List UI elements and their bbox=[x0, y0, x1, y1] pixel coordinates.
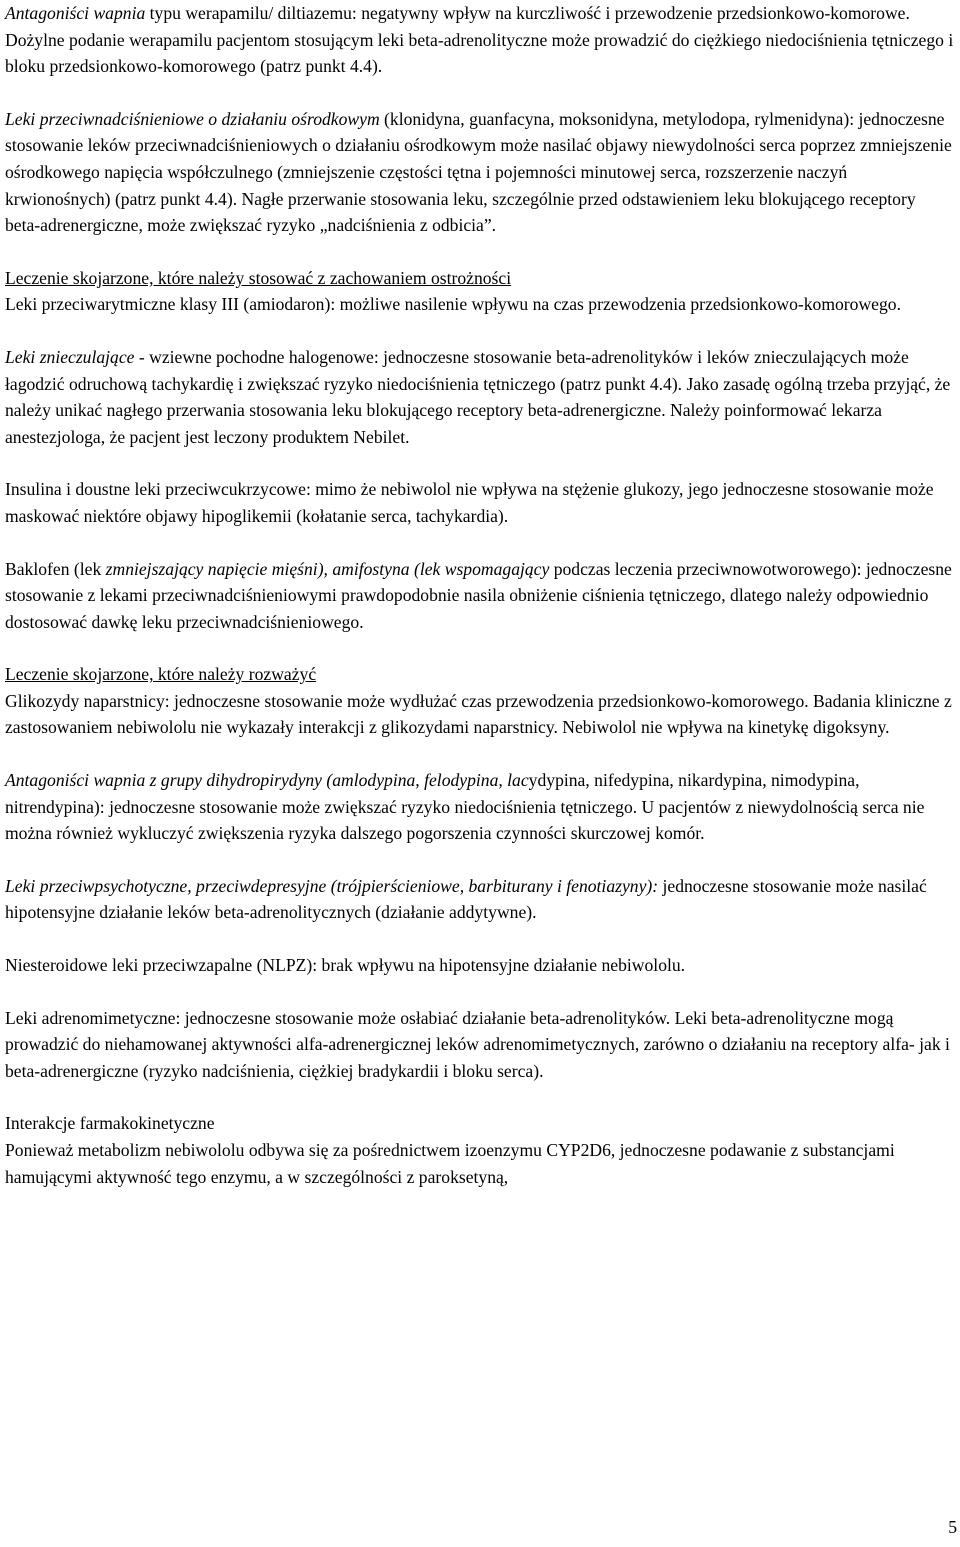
text-segment: zmniejszający napięcie mięśni), amifostyna (lek wspomagający bbox=[105, 558, 550, 579]
text-segment: typu werapamilu/ diltiazemu: negatywny wpływ na kurczliwość i przewodzenie przedsionkowo-komorowe. Dożylne podanie werapamilu pacjentom stosującym leki beta-adrenolityczne może prowadzić do ciężkiego niedociśnienia tętniczego i bloku przedsionkowo-komorowego (patrz punkt 4.4). bbox=[5, 3, 954, 77]
text-segment: Interakcje farmakokinetyczne bbox=[5, 1113, 215, 1134]
paragraph-p3 bbox=[5, 291, 955, 318]
paragraph-p11 bbox=[5, 1005, 955, 1085]
text-segment: - wziewne pochodne halogenowe: jednoczesne stosowanie beta-adrenolityków i leków znieczulających może łagodzić odruchową tachykardię i zwiększać ryzyko niedociśnienia tętniczego (patrz punkt 4.4). Jako zasadę ogólną trzeba przyjąć, że należy unikać nagłego przerwania stosowania leku blokującego receptory beta-adrenergiczne. Należy poinformować lekarza anestezjologa, że pacjent jest leczony produktem Nebilet. bbox=[5, 346, 951, 447]
section-heading-h2 bbox=[5, 661, 955, 688]
paragraph-p1 bbox=[5, 0, 955, 80]
paragraph-p5 bbox=[5, 476, 955, 529]
text-segment: Leki przeciwnadciśnieniowe o działaniu ośrodkowym bbox=[5, 108, 380, 129]
paragraph-p12 bbox=[5, 1137, 955, 1190]
text-segment: Glikozydy naparstnicy: jednoczesne stosowanie może wydłużać czas przewodzenia przedsionkowo-komorowego. Badania kliniczne z zastosowaniem nebiwololu nie wykazały interakcji z glikozydami naparstnicy. Nebiwolol nie wpływa na kinetykę digoksyny. bbox=[5, 690, 952, 738]
paragraph-p4 bbox=[5, 344, 955, 450]
paragraph-p7 bbox=[5, 688, 955, 741]
text-segment: Leczenie skojarzone, które należy rozważyć bbox=[5, 664, 317, 685]
page-number: 5 bbox=[948, 1517, 957, 1537]
text-segment: Leczenie skojarzone, które należy stosować z zachowaniem ostrożności bbox=[5, 267, 512, 288]
section-heading-h1 bbox=[5, 265, 955, 292]
text-segment: Ponieważ metabolizm nebiwololu odbywa się za pośrednictwem izoenzymu CYP2D6, jednoczesne podawanie z substancjami hamującymi aktywność tego enzymu, a w szczególności z paroksetyną, bbox=[5, 1140, 895, 1187]
document-body bbox=[5, 0, 955, 1216]
text-segment: Baklofen (lek bbox=[5, 558, 106, 579]
text-segment: Insulina i doustne leki przeciwcukrzycowe: mimo że nebiwolol nie wpływa na stężenie glukozy, jego jednoczesne stosowanie może maskować niektóre objawy hipoglikemii (kołatanie serca, tachykardia). bbox=[5, 479, 934, 526]
text-segment: Antagoniści wapnia z grupy dihydropirydyny (amlodypina, felodypina, lac bbox=[5, 770, 529, 791]
text-segment: jednoczesne stosowanie może nasilać hipotensyjne działanie leków beta-adrenolitycznych (działanie addytywne). bbox=[5, 875, 927, 923]
text-segment: Leki znieczulające bbox=[5, 346, 135, 367]
text-segment: Niesteroidowe leki przeciwzapalne (NLPZ): brak wpływu na hipotensyjne działanie nebiwololu. bbox=[5, 955, 686, 976]
paragraph-p9 bbox=[5, 873, 955, 926]
text-segment: Antagoniści wapnia bbox=[5, 3, 146, 23]
paragraph-p2 bbox=[5, 106, 955, 239]
text-segment: Leki przeciwarytmiczne klasy III (amiodaron): możliwe nasilenie wpływu na czas przewodzenia przedsionkowo-komorowego. bbox=[5, 294, 901, 315]
text-segment: Leki przeciwpsychotyczne, przeciwdepresyjne (trójpierścieniowe, barbiturany i fenotiazyny): bbox=[5, 875, 659, 896]
paragraph-p8 bbox=[5, 767, 955, 847]
text-segment: ydypina, nifedypina, nikardypina, nimodypina, nitrendypina): jednoczesne stosowanie może zwiększać ryzyko niedociśnienia tętniczego. U pacjentów z niewydolnością serca nie można również wykluczyć zwiększenia ryzyka dalszego pogorszenia czynności skurczowej komór. bbox=[5, 770, 925, 844]
text-segment: Leki adrenomimetyczne: jednoczesne stosowanie może osłabiać działanie beta-adrenolityków. Leki beta-adrenolityczne mogą prowadzić do niehamowanej aktywności alfa-adrenergicznej leków adrenomimetycznych, zarówno o działaniu na receptory alfa- jak i beta-adrenergiczne (ryzyko nadciśnienia, ciężkiej bradykardii i bloku serca). bbox=[5, 1007, 950, 1081]
paragraph-p6 bbox=[5, 556, 955, 636]
text-segment: podczas leczenia przeciwnowotworowego): jednoczesne stosowanie z lekami przeciwnadciśnieniowymi prawdopodobnie nasila obniżenie ciśnienia tętniczego, dlatego należy odpowiednio dostosować dawkę leku przeciwnadciśnieniowego. bbox=[5, 558, 952, 632]
text-segment: (klonidyna, guanfacyna, moksonidyna, metylodopa, rylmenidyna): jednoczesne stosowanie leków przeciwnadciśnieniowych o działaniu ośrodkowym może nasilać objawy niewydolności serca poprzez zmniejszenie ośrodkowego napięcia współczulnego (zmniejszenie częstości tętna i pojemności minutowej serca, rozszerzenie naczyń krwionośnych) (patrz punkt 4.4). Nagłe przerwanie stosowania leku, szczególnie przed odstawieniem leku blokującego receptory beta-adrenergiczne, może zwiększać ryzyko „nadciśnienia z odbicia”. bbox=[5, 108, 952, 236]
paragraph-p10 bbox=[5, 952, 955, 979]
section-heading-h3 bbox=[5, 1110, 955, 1137]
